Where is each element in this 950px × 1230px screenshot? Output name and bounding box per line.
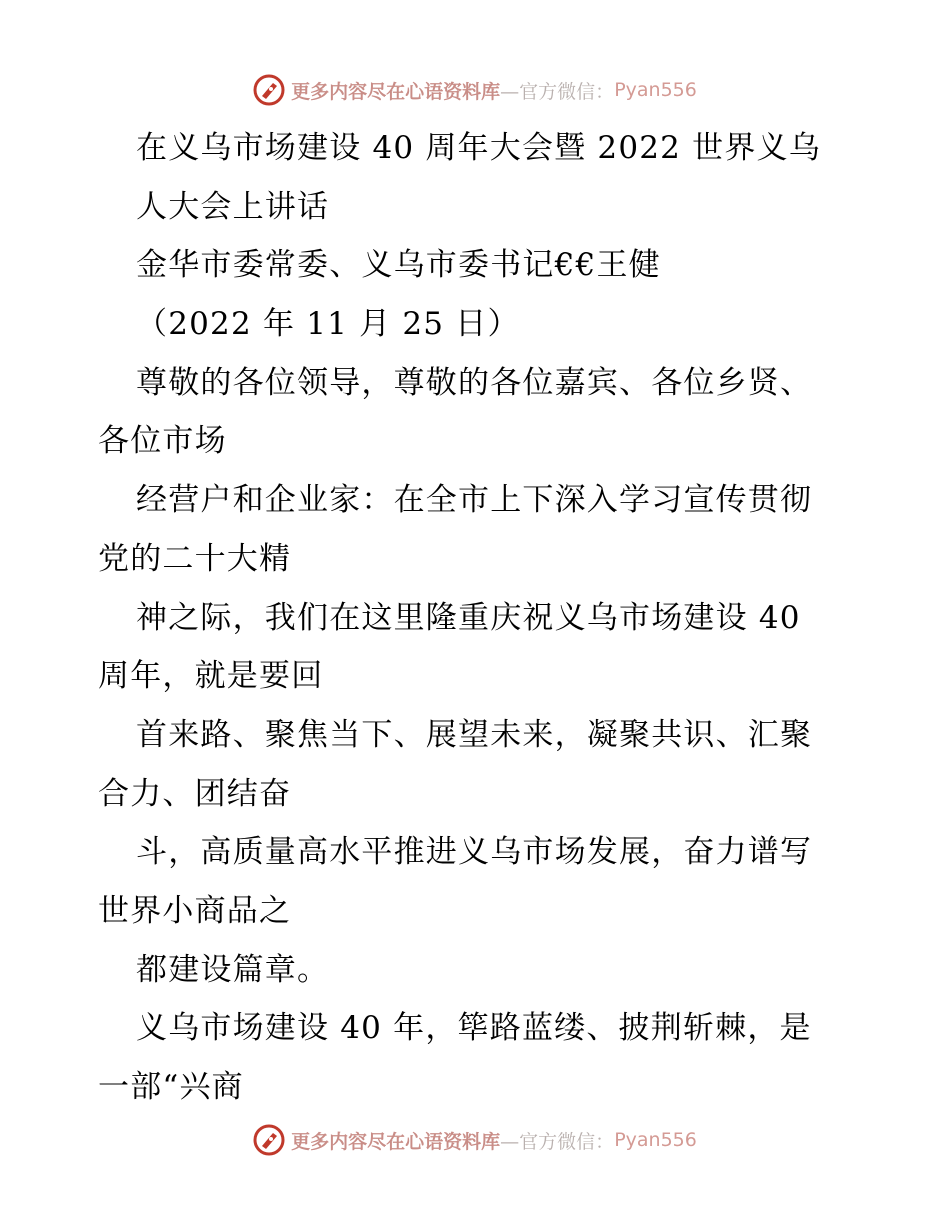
watermark-account: Pyan556: [614, 1129, 697, 1151]
paragraph-line: 尊敬的各位领导，尊敬的各位嘉宾、各位乡贤、: [136, 364, 813, 401]
pen-nib-logo-icon: [253, 74, 285, 106]
paragraph-line: 党的二十大精: [98, 540, 292, 577]
watermark-brand: 更多内容尽在心语资料库: [291, 1130, 501, 1153]
paragraph-line: 经营户和企业家：在全市上下深入学习宣传贯彻: [136, 482, 813, 519]
watermark-account: Pyan556: [614, 79, 697, 101]
watermark-brand: 更多内容尽在心语资料库: [291, 80, 501, 103]
pen-nib-logo-icon: [253, 1124, 285, 1156]
paragraph-line: 义乌市场建设 40 年，筚路蓝缕、披荆斩棘，是: [136, 1010, 812, 1047]
title-line-1: 在义乌市场建设 40 周年大会暨 2022 世界义乌: [136, 130, 821, 166]
paragraph-line: 合力、团结奋: [98, 775, 292, 812]
paragraph-line: 各位市场: [98, 423, 227, 460]
footer-watermark: [0, 1122, 950, 1158]
paragraph-line: 世界小商品之: [98, 892, 292, 929]
document-body: [98, 119, 858, 1117]
paragraph-line: 都建设篇章。: [136, 951, 330, 988]
watermark-separator: —官方微信：: [500, 1130, 615, 1153]
paragraph-line: 一部“兴商: [98, 1069, 244, 1105]
header-watermark: [0, 72, 950, 108]
watermark-separator: —官方微信：: [500, 80, 615, 103]
paragraph-line: 周年，就是要回: [98, 658, 324, 695]
title-line-2: 人大会上讲话: [136, 188, 330, 225]
paragraph-line: 斗，高质量高水平推进义乌市场发展，奋力谱写: [136, 834, 813, 871]
author-line: 金华市委常委、义乌市委书记€€王健: [136, 247, 661, 284]
paragraph-line: 首来路、聚焦当下、展望未来，凝聚共识、汇聚: [136, 716, 813, 753]
date-line: （2022 年 11 月 25 日）: [136, 306, 520, 343]
paragraph-line: 神之际，我们在这里隆重庆祝义乌市场建设 40: [136, 599, 801, 636]
